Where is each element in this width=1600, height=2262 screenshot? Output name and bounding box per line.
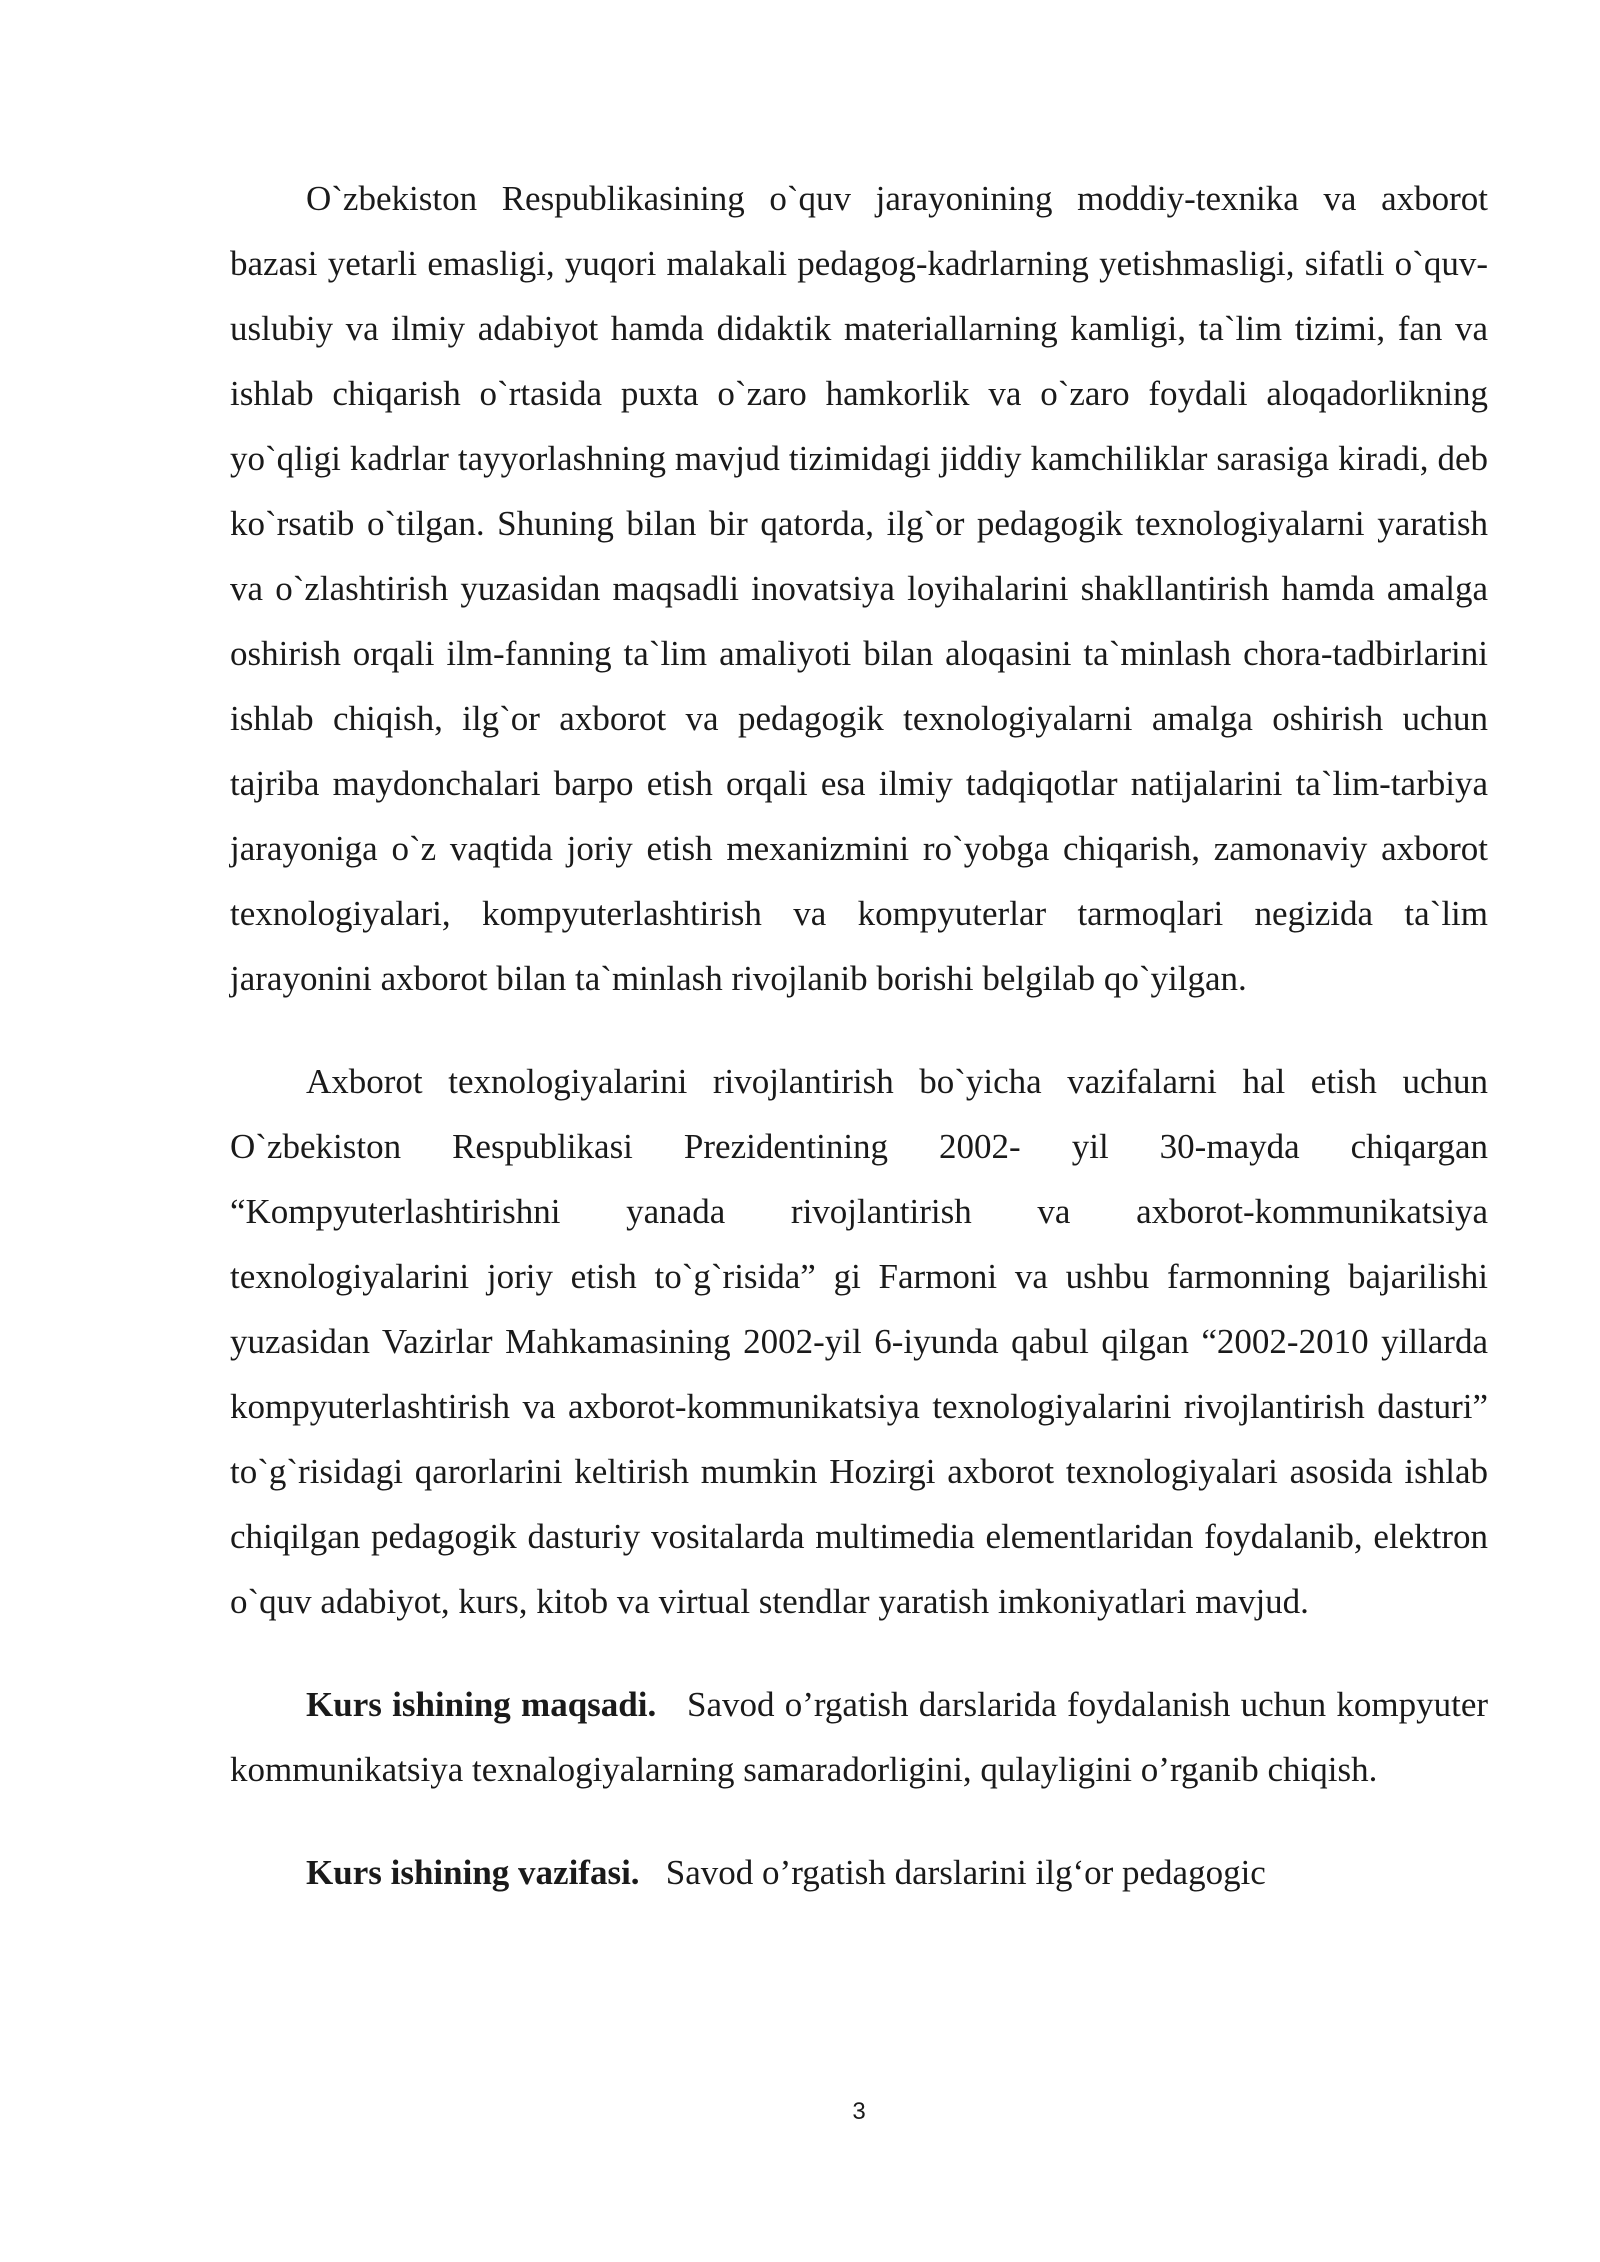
tasks-heading: Kurs ishining vazifasi. <box>306 1853 640 1892</box>
goal-heading: Kurs ishining maqsadi. <box>306 1685 657 1724</box>
tasks-text: Savod o’rgatish darslarini ilg‘or pedagogic <box>665 1853 1266 1892</box>
paragraph-1 <box>230 166 1488 1011</box>
paragraph-goal <box>230 1672 1488 1802</box>
paragraph-1-text: O`zbekiston Respublikasining o`quv jarayonining moddiy-texnika va axborot bazasi yetarli emasligi, yuqori malakali pedagog-kadrlarning yetishmasligi, sifatli o`quv-uslubiy va ilmiy adabiyot hamda didaktik materiallarning kamligi, ta`lim tizimi, fan va ishlab chiqarish o`rtasida puxta o`zaro hamkorlik va o`zaro foydali aloqadorlikning yo`qligi kadrlar tayyorlashning mavjud tizimidagi jiddiy kamchiliklar sarasiga kiradi, deb ko`rsatib o`tilgan. Shuning bilan bir qatorda, ilg`or pedagogik texnologiyalarni yaratish va o`zlashtirish yuzasidan maqsadli inovatsiya loyihalarini shakllantirish hamda amalga oshirish orqali ilm-fanning ta`lim amaliyoti bilan aloqasini ta`minlash chora-tadbirlarini ishlab chiqish, ilg`or axborot va pedagogik texnologiyalarni amalga oshirish uchun tajriba maydonchalari barpo etish orqali esa ilmiy tadqiqotlar natijalarini ta`lim-tarbiya jarayoniga o`z vaqtida joriy etish mexanizmini ro`yobga chiqarish, zamonaviy axborot texnologiyalari, kompyuterlashtirish va kompyuterlar tarmoqlari negizida ta`lim jarayonini axborot bilan ta`minlash rivojlanib borishi belgilab qo`yilgan. <box>230 179 1488 998</box>
document-page <box>230 166 1488 1905</box>
paragraph-2-text: Axborot texnologiyalarini rivojlantirish bo`yicha vazifalarni hal etish uchun O`zbekiston Respublikasi Prezidentining 2002- yil 30-mayda chiqargan “Kompyuterlashtirishni yanada rivojlantirish va axborot-kommunikatsiya texnologiyalarini joriy etish to`g`risida” gi Farmoni va ushbu farmonning bajarilishi yuzasidan Vazirlar Mahkamasining 2002-yil 6-iyunda qabul qilgan “2002-2010 yillarda kompyuterlashtirish va axborot-kommunikatsiya texnologiyalarini rivojlantirish dasturi” to`g`risidagi qarorlarini keltirish mumkin Hozirgi axborot texnologiyalari asosida ishlab chiqilgan pedagogik dasturiy vositalarda multimedia elementlaridan foydalanib, elektron o`quv adabiyot, kurs, kitob va virtual stendlar yaratish imkoniyatlari mavjud. <box>230 1062 1488 1621</box>
paragraph-2 <box>230 1049 1488 1634</box>
goal-text: Savod o’rgatish darslarida foydalanish uchun kompyuter kommunikatsiya texnalogiyalarning samaradorligini, qulayligini o’rganib chiqish. <box>230 1685 1489 1789</box>
page-number: 3 <box>852 2098 866 2125</box>
paragraph-tasks <box>230 1840 1488 1905</box>
